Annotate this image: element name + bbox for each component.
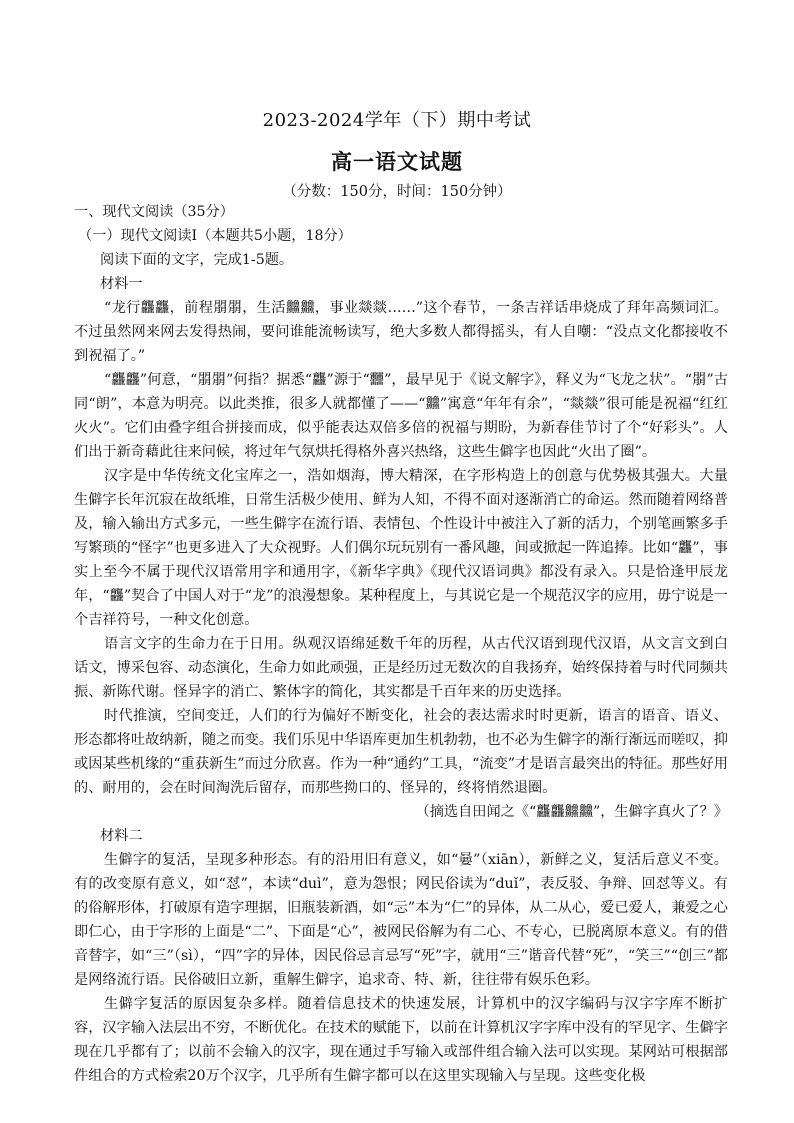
paragraph: 生僻字的复活，呈现多种形态。有的沿用旧有意义，如“嘦”（xiān），新鲜之义，复活后意义不变。有的改变原有意义，如“怼”，本读“duì”，意为怨恨；网民俗读为“duǐ”，表反驳、争辩、回怼等义。有的俗解形体，打破原有造字理据，旧瓶装新酒，如“忈”本为“仁”的异体，从二从心，爱已爱人，兼爱之心即仁心，由于字形的上面是“二”、下面是“心”，被网民俗解为有二心、不专心，已脱离原本意义。有的借音替字，如“三”（sì），“四”字的异体，因民俗忌言忌写“死”字，就用“三”谐音代替“死”，“笑三”“创三”都是网络流行语。民俗破旧立新，重解生僻字，追求奇、特、新，往往带有娱乐色彩。 xyxy=(74,852,728,988)
subject-title: 高一语文试题 xyxy=(331,149,463,174)
paragraph: 语言文字的生命力在于日用。纵观汉语绵延数千年的历程，从古代汉语到现代汉语，从文言文到白话文，博采包容、动态演化，生命力如此顽强，正是经历过无数次的自我扬弃，始终保持着与时代同频共振、新陈代谢。怪异字的消亡、繁体字的简化，其实都是千百年来的历史选择。 xyxy=(74,636,728,700)
section-heading: 一、现代文阅读（35分） xyxy=(74,204,234,220)
reading-content xyxy=(74,200,728,1088)
subsection-heading: （一）现代文阅读Ⅰ（本题共5小题，18分） xyxy=(78,228,352,244)
paragraph: 汉字是中华传统文化宝库之一，浩如烟海，博大精深，在字形构造上的创意与优势极其强大。大量生僻字长年沉寂在故纸堆，日常生活极少使用、鲜为人知，不得不面对逐渐消亡的命运。然而随着网络普及，输入输出方式多元，一些生僻字在流行语、表情包、个性设计中被注入了新的活力，个别笔画繁多手写繁琐的“怪字”也更多进入了大众视野。人们偶尔玩玩别有一番风趣，间或掀起一阵追捧。比如“龘”，事实上至今不属于现代汉语常用字和通用字，《新华字典》《现代汉语词典》都没有录入。只是恰逢甲辰龙年，“龘”契合了中国人对于“龙”的浪漫想象。某种程度上，与其说它是一个规范汉字的应用，毋宁说是一个吉祥符号，一种文化创意。 xyxy=(74,468,728,628)
paragraph: 生僻字复活的原因复杂多样。随着信息技术的快速发展，计算机中的汉字编码与汉字字库不断扩容，汉字输入法层出不穷，不断优化。在技术的赋能下，以前在计算机汉字字库中没有的罕见字、生僻字现在几乎都有了；以前不会输入的汉字，现在通过手写输入或部件组合输入法可以实现。某网站可根据部件组合的方式检索20万个汉字，几乎所有生僻字都可以在这里实现输入与呈现。这些变化极 xyxy=(74,996,728,1084)
paragraph: “龘龘”何意，“朤朤”何指？据悉“龘”源于“䨻”，最早见于《说文解字》，释义为“飞龙之状”。“朤”古同“朗”，本意为明亮。以此类推，很多人就都懂了——“䲜”寓意“年年有余”，“燚燚”很可能是祝福“红红火火”。它们由叠字组合拼接而成，似乎能表达双倍多倍的祝福与期盼，为新春佳节讨了个“好彩头”。人们出于新奇藉此往来问候，将过年气氛烘托得格外喜兴热络，这些生僻字也因此“火出了圈”。 xyxy=(74,372,728,460)
material-label: 材料一 xyxy=(100,276,143,292)
material-label: 材料二 xyxy=(100,828,143,844)
exam-meta: （分数：150分，时间：150分钟） xyxy=(282,184,512,200)
paragraph: “龙行龘龘，前程朤朤，生活䲜䲜，事业燚燚……”这个春节，一条吉祥话串烧成了拜年高频词汇。不过虽然网来网去发得热闹，要问谁能流畅读写，绝大多数人都得摇头，有人自嘲：“没点文化都接收不到祝福了。” xyxy=(74,300,728,364)
source-citation: （摘选自田闻之《“龘龘䲜䲜”，生僻字真火了？》 xyxy=(415,804,728,820)
exam-title: 2023-2024学年（下）期中考试 xyxy=(262,110,532,131)
instruction: 阅读下面的文字，完成1-5题。 xyxy=(100,252,294,268)
paragraph: 时代推演，空间变迁，人们的行为偏好不断变化，社会的表达需求时时更新，语言的语音、语义、形态都将吐故纳新，随之而变。我们乐见中华语库更加生机勃勃，也不必为生僻字的渐行渐远而嗟叹，抑或因某些机缘的“重获新生”而过分欣喜。作为一种“通约”工具，“流变”才是语言最突出的特征。那些好用的、耐用的，会在时间淘洗后留存，而那些拗口的、怪异的，终将悄然退圈。 xyxy=(74,708,728,796)
